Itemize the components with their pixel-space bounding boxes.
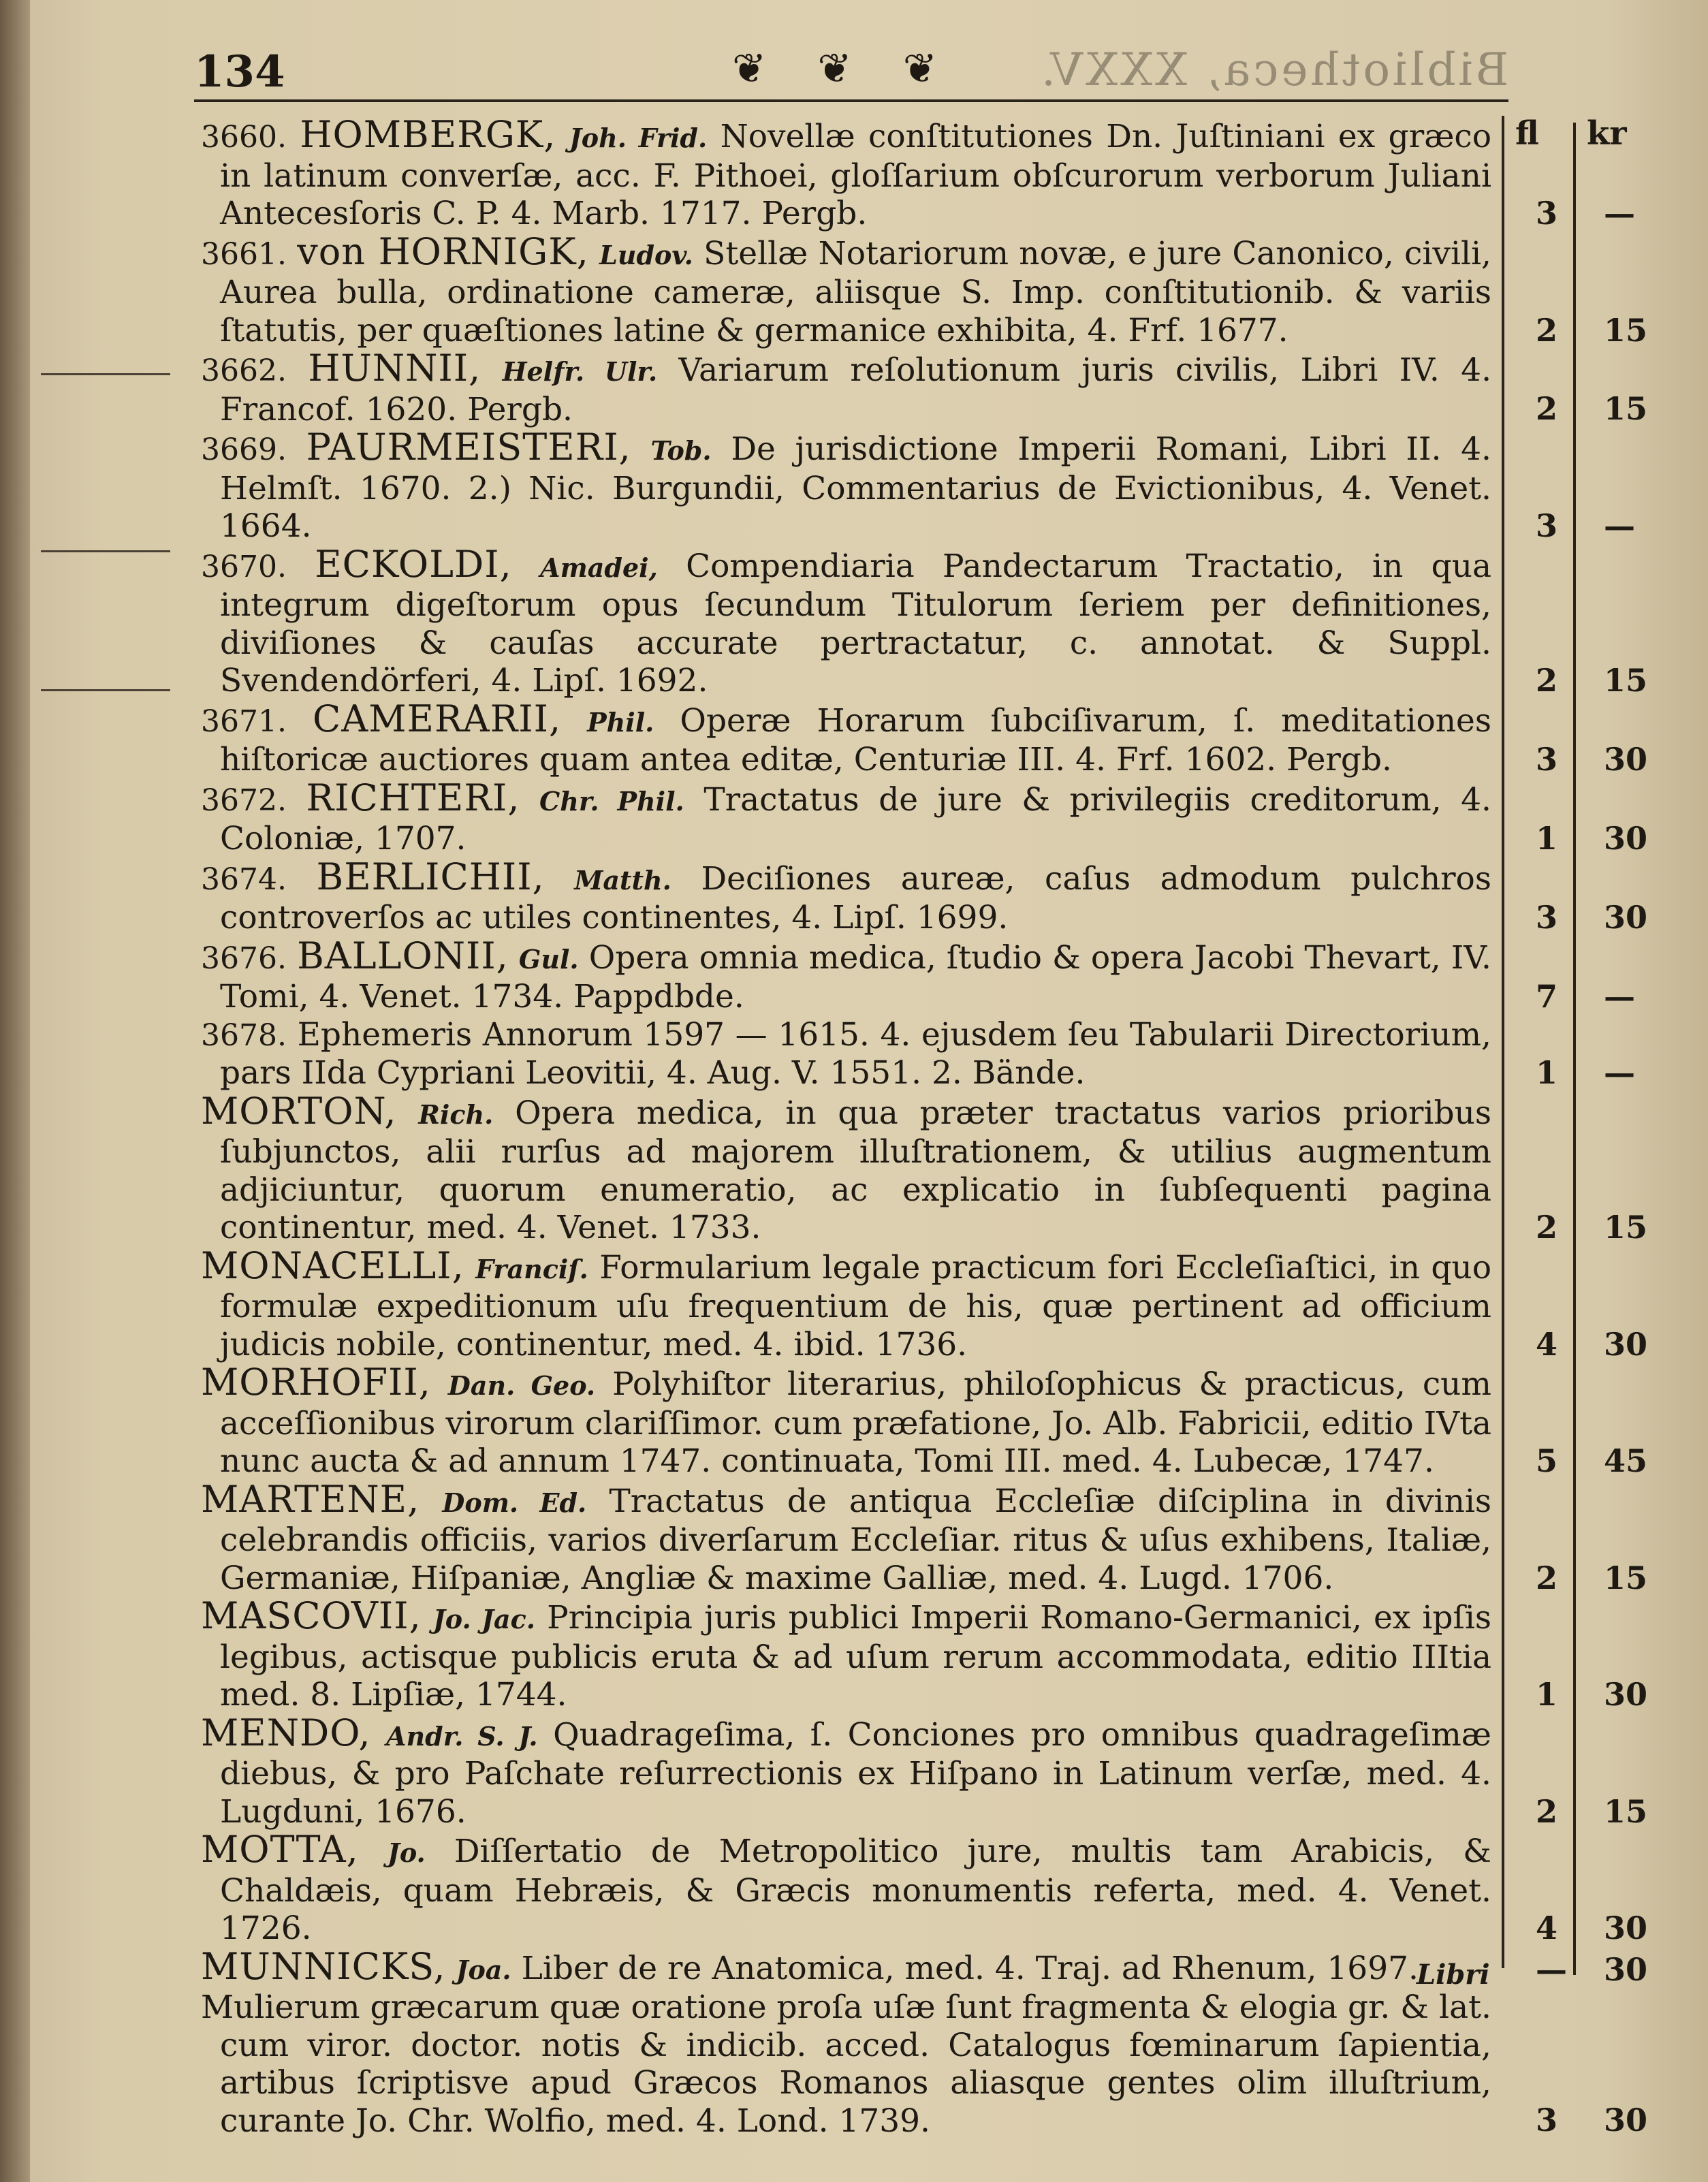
pencil-mark	[41, 689, 170, 691]
entry-title: De jurisdictione Imperii Romani, Libri II. 4. Helmſt. 1670. 2.) Nic. Burgundii, Commentarius de Evictionibus, 4. Venet. 1664.	[220, 430, 1491, 545]
entry-number: 3670.	[201, 549, 287, 584]
entry-number: 3671.	[201, 703, 287, 739]
author-given-name: Dom. Ed.	[442, 1487, 587, 1518]
catalogue-entry	[201, 1244, 1648, 1364]
author-given-name: Andr. S. J.	[386, 1720, 538, 1752]
author-name: von HORNIGK,	[297, 230, 589, 273]
catalogue-entry	[201, 426, 1635, 546]
price-fl: 3	[1536, 898, 1558, 936]
entry-title: Diſſertatio de Metropolitico jure, multis tam Arabicis, & Chaldæis, quam Hebræis, & Græcis monumentis referta, med. 4. Venet. 1726.	[220, 1833, 1491, 1947]
author-name: MORTON,	[201, 1089, 397, 1133]
entry-number: 3672.	[201, 782, 287, 818]
header-rule	[194, 99, 1508, 102]
author-given-name: Joa.	[456, 1954, 511, 1985]
price-fl: 1	[1536, 1676, 1558, 1713]
entry-title: Liber de re Anatomica, med. 4. Traj. ad Rhenum, 1697.	[521, 1949, 1419, 1987]
price-kr: 15	[1604, 390, 1648, 427]
price-fl: 4	[1536, 1910, 1558, 1946]
catalogue-entry	[201, 347, 1648, 428]
catalogue-entry	[201, 542, 1648, 700]
ornament-icon: ❦ ❦ ❦	[732, 45, 956, 93]
catalogue-entry	[201, 1477, 1648, 1598]
page-header	[194, 41, 1508, 95]
author-name: MARTENE,	[201, 1477, 420, 1521]
entry-number: 3661.	[201, 236, 287, 272]
price-fl: 2	[1536, 1559, 1558, 1596]
author-given-name: Ludov.	[599, 239, 693, 270]
price-fl: 2	[1536, 661, 1558, 699]
entry-title: Formularium legale practicum fori Eccleſiaſtici, in quo formulæ expeditionum uſu frequentium de his, quæ pertinent ad officium judicis nobile, continentur, med. 4. ibid. 1736.	[220, 1248, 1491, 1363]
entry-title: Polyhiſtor literarius, philoſophicus & practicus, cum acceſſionibus virorum clariſſimor. cum præfatione, Jo. Alb. Fabricii, editio IVta nunc aucta & ad annum 1747. continuata, Tomi III. med. 4. Lubecæ, 1747.	[220, 1365, 1492, 1480]
author-given-name: Jo. Jac.	[432, 1604, 536, 1634]
price-kr: —	[1604, 195, 1635, 232]
entry-number: 3674.	[201, 861, 287, 897]
entry-title: Ephemeris Annorum 1597 — 1615. 4. ejusdem ſeu Tabularii Directorium, pars IIda Cypriani Leovitii, 4. Aug. V. 1551. 2. Bände.	[220, 1015, 1491, 1092]
entry-title: Opera medica, in qua præter tractatus varios prioribus ſubjunctos, alii rurſus ad majorem illuſtrationem, & utilius augmentum adjiciuntur, quorum enumeratio, ac explicatio in ſubſequenti pagina continentur, med. 4. Venet. 1733.	[220, 1094, 1491, 1246]
entry-title: Operæ Horarum ſubciſivarum, ſ. meditationes hiſtoricæ auctiores quam antea editæ, Centuriæ III. 4. Frf. 1602. Pergb.	[220, 701, 1491, 778]
price-fl: 2	[1536, 311, 1558, 349]
entry-number: 3669.	[201, 432, 287, 467]
price-fl: 3	[1536, 740, 1558, 778]
author-given-name: Gul.	[518, 943, 579, 975]
price-fl: 3	[1536, 195, 1558, 232]
author-name: MONACELLI,	[201, 1244, 464, 1287]
book-gutter	[0, 0, 30, 2182]
entry-title: Principia juris publici Imperii Romano-Germanici, ex ipſis legibus, actisque publicis eruta & ad uſum rerum accommodata, editio IIItia med. 8. Lipſiæ, 1744.	[220, 1599, 1491, 1713]
price-fl: 5	[1536, 1442, 1558, 1479]
price-kr: 15	[1604, 1792, 1648, 1830]
author-name: MUNNICKS,	[201, 1944, 446, 1988]
entry-title: Tractatus de antiqua Eccleſiæ diſciplina in divinis celebrandis officiis, varios diverſarum Eccleſiar. ritus & uſus exhibens, Italiæ, Germaniæ, Hiſpaniæ, Angliæ & maxime Galliæ, med. 4. Lugd. 1706.	[220, 1482, 1491, 1597]
entry-number: 3662.	[201, 353, 287, 388]
catalogue-entry	[201, 1594, 1648, 1714]
price-fl: 3	[1536, 2102, 1558, 2138]
column-header-fl: fl	[1515, 114, 1539, 153]
pencil-mark	[41, 550, 170, 552]
author-name: RICHTERI,	[306, 776, 520, 819]
author-given-name: Jo.	[387, 1837, 426, 1868]
price-fl: 3	[1536, 507, 1558, 544]
price-kr: 15	[1604, 1208, 1648, 1246]
entry-title: Deciſiones aureæ, caſus admodum pulchros controverſos ac utiles continentes, 4. Lipſ. 1699.	[220, 859, 1491, 936]
pencil-mark	[41, 373, 170, 375]
price-kr: 30	[1604, 740, 1648, 778]
price-fl: 2	[1536, 390, 1558, 427]
price-kr: 30	[1604, 2102, 1648, 2138]
author-given-name: Amadei,	[540, 552, 658, 583]
author-given-name: Dan. Geo.	[447, 1370, 596, 1401]
entry-title: Quadrageſima, ſ. Conciones pro omnibus quadrageſimæ diebus, & pro Paſchate reſurrectionis ex Hiſpano in Latinum verſæ, med. 4. Lugduni, 1676.	[220, 1715, 1491, 1831]
author-name: PAURMEISTERI,	[306, 426, 631, 469]
author-name: MOTTA,	[201, 1828, 359, 1871]
author-given-name: Chr. Phil.	[539, 785, 684, 817]
entry-number: 3676.	[201, 940, 287, 976]
catalogue-entry	[201, 1089, 1648, 1247]
catalogue-entry	[201, 855, 1648, 937]
entry-title: Variarum reſolutionum juris civilis, Libri IV. 4. Francof. 1620. Pergb.	[220, 351, 1492, 428]
running-title-bleed: Bibliotheca, XXXV.	[1038, 44, 1508, 96]
author-given-name: Helfr. Ulr.	[502, 356, 658, 387]
price-kr: 15	[1604, 661, 1648, 699]
catalogue-entry	[201, 1015, 1635, 1092]
author-name: ECKOLDI,	[315, 542, 512, 586]
price-kr: —	[1604, 977, 1635, 1015]
price-kr: —	[1604, 507, 1635, 544]
price-fl: —	[1536, 1950, 1567, 1988]
author-given-name: Joh. Frid.	[569, 123, 708, 153]
entry-title: Tractatus de jure & privilegiis creditorum, 4. Coloniæ, 1707.	[220, 780, 1491, 857]
entry-title: Stellæ Notariorum novæ, e jure Canonico, civili, Aurea bulla, ordinatione cameræ, aliisque S. Imp. conſtitutionib. & variis ſtatutis, per quæſtiones latine & germanice exhibita, 4. Frf. 1677.	[220, 234, 1491, 349]
price-kr: 30	[1604, 1325, 1648, 1363]
catalogue-entry	[201, 1711, 1648, 1831]
author-name: BERLICHII,	[316, 855, 545, 898]
author-name: MASCOVII,	[201, 1594, 422, 1637]
author-name: CAMERARII,	[312, 697, 562, 740]
author-name: HUNNII,	[308, 347, 481, 390]
author-given-name: Tob.	[650, 435, 712, 466]
entry-title: Novellæ conſtitutiones Dn. Juſtiniani ex græco in latinum converſæ, acc. F. Pithoei, gloſſarium obſcurorum verborum Juliani Antecesſoris C. P. 4. Marb. 1717. Pergb.	[220, 118, 1491, 232]
author-name: HOMBERGK,	[300, 113, 556, 156]
price-kr: 15	[1604, 311, 1648, 349]
price-kr: 30	[1604, 1910, 1648, 1946]
author-given-name: Matth.	[574, 864, 671, 896]
entry-title: Compendiaria Pandectarum Tractatio, in qua integrum digeſtorum opus ſecundum Titulorum ſeriem per definitiones, diviſiones & cauſas accurate pertractatur, c. annotat. & Suppl. Svendendörferi, 4. Lipſ. 1692.	[220, 547, 1491, 699]
price-kr: 45	[1604, 1442, 1648, 1479]
catalogue-entry	[201, 230, 1648, 350]
catalogue-entry	[201, 1944, 1648, 1989]
price-kr: 30	[1604, 1950, 1648, 1988]
price-rule-left	[1502, 116, 1504, 1968]
entry-number: 3660.	[201, 120, 287, 155]
price-kr: 30	[1604, 898, 1648, 936]
price-fl: 7	[1536, 977, 1558, 1015]
author-given-name: Franciſ.	[475, 1253, 588, 1284]
entry-title: Mulierum græcarum quæ oratione proſa uſæ ſunt fragmenta & elogia gr. & lat. cum viror. doctor. notis & indicib. acced. Catalogus fœminarum ſapientia, artibus ſcriptisve apud Græcos Romanos aliasque gentes olim illuſtrium, curante Jo. Chr. Wolfio, med. 4. Lond. 1739.	[201, 1989, 1491, 2140]
catalogue-entry	[201, 697, 1648, 779]
price-kr: 15	[1604, 1559, 1648, 1596]
author-name: MORHOFII,	[201, 1361, 431, 1404]
catalogue-entry	[201, 776, 1648, 858]
catalogue-entry	[201, 1828, 1648, 1948]
catchword: Libri	[1417, 1959, 1490, 1991]
author-given-name: Rich.	[418, 1098, 494, 1130]
entry-number: 3678.	[201, 1017, 287, 1053]
price-kr: 30	[1604, 1676, 1648, 1713]
author-name: MENDO,	[201, 1711, 371, 1754]
column-header-kr: kr	[1587, 114, 1627, 153]
price-fl: 4	[1536, 1325, 1558, 1363]
price-fl: 2	[1536, 1792, 1558, 1830]
author-name: BALLONII,	[297, 934, 509, 977]
price-rule-right	[1573, 123, 1576, 1975]
price-kr: —	[1604, 1054, 1635, 1091]
catalogue-entry	[201, 934, 1635, 1016]
entry-title: Opera omnia medica, ſtudio & opera Jacobi Thevart, IV. Tomi, 4. Venet. 1734. Pappdbde.	[220, 938, 1491, 1015]
price-fl: 1	[1536, 1054, 1558, 1091]
price-fl: 1	[1536, 819, 1558, 857]
price-fl: 2	[1536, 1208, 1558, 1246]
page-number: 134	[194, 46, 285, 97]
price-kr: 30	[1604, 819, 1648, 857]
author-given-name: Phil.	[587, 706, 654, 738]
catalogue-entry	[201, 1989, 1648, 2140]
catalogue-entry	[201, 1361, 1648, 1481]
